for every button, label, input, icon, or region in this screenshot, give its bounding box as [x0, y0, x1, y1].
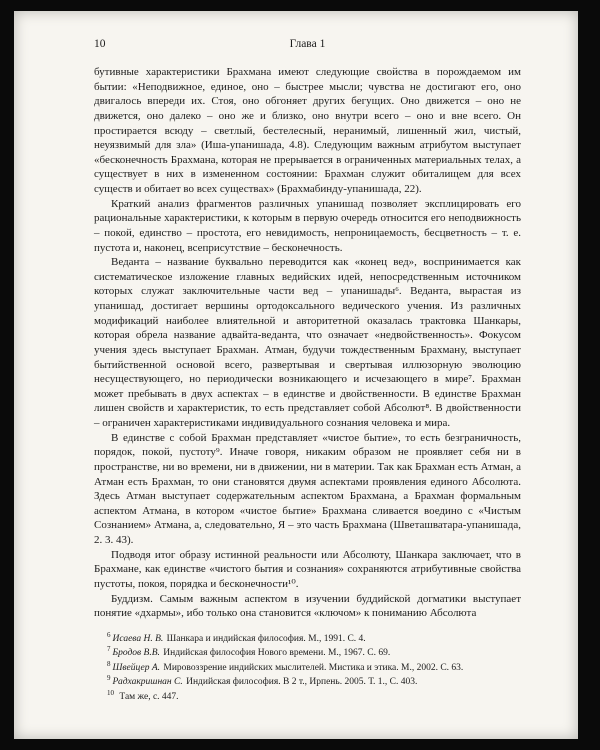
footnote-text: Мировоззрение индийских мыслителей. Мистика и этика. М., 2002. С. 63. [161, 662, 464, 673]
page-number: 10 [94, 38, 106, 50]
footnote-text: Шанкара и индийская философия. М., 1991. С. 4. [164, 633, 366, 644]
footnote [94, 674, 521, 689]
footnote-text: Индийская философия. В 2 т., Ирпень. 2005. Т. 1., С. 403. [183, 677, 418, 688]
footnote-author: Исаева Н. В. [112, 633, 164, 644]
footnote-marker: 7 [107, 645, 111, 654]
footnote [94, 689, 521, 704]
book-page [14, 11, 578, 739]
footnote [94, 631, 521, 646]
text-column [14, 11, 578, 703]
paragraph: В единстве с собой Брахман представляет «чистое бытие», то есть безграничность, порядок, покой, пустоту⁹. Иначе говоря, никаким образом не проявляет себя ни в пространстве, ни во времени, ни в движении, ни в материи. Так как Брахман есть Атман, а Атман есть Брахман, то они становятся двумя аспектами проявления единого Абсолюта. Здесь Атман выступает содержательным аспектом Брахмана, а Брахман формальным аспектом Атмана, в котором «чистое бытие» Брахмана сливается воедино с «Чистым Сознанием» Атмана, а, следовательно, Я – это часть Брахмана (Шветашватара-упанишада, 2. 3. 43). [94, 431, 521, 546]
page-header [94, 38, 521, 53]
footnote-author: Бродов В.В. [112, 648, 160, 659]
footnote [94, 645, 521, 660]
paragraph: Веданта – название буквально переводится как «конец вед», воспринимается как систематическое изложение главных ведийских идей, непосредственным источником которых служат заключительные части вед – упанишады⁶. Веданта, вырастая из упанишад, достигает вершины ортодоксального ведического учения. Из различных модификаций наиболее влиятельной и авторитетной оказалась трактовка Шанкары, которая обрела название адвайта-веданта, что означает «недвойственность». Фокусом учения здесь выступает Брахман. Атман, будучи тождественным Брахману, выступает бытийственной основой всего, развертывая и свертывая иллюзорную эволюцию несуществующего, но периодически возникающего и исчезающего в мире⁷. Брахман может пребывать в двух аспектах – в единстве и двойственности. В единстве Брахман лишен свойств и характеристик, то есть представляет собой Абсолют⁸. В двойственности – ограничен характеристиками индивидуального сознания человека и мира. [94, 256, 521, 429]
footnote [94, 660, 521, 675]
paragraph: Подводя итог образу истинной реальности или Абсолюту, Шанкара заключает, что в Брахмане, как единстве «чистого бытия и сознания» сохраняются атрибутивные свойства пустоты, покоя, порядка и бесконечности¹⁰. [94, 548, 521, 590]
footnotes-section [94, 631, 521, 704]
footnote-text: Индийская философия Нового времени. М., 1967. С. 69. [160, 648, 391, 659]
footnote-marker: 9 [107, 674, 111, 683]
paragraph: Краткий анализ фрагментов различных упанишад позволяет эксплицировать его рациональные характеристики, к которым в первую очередь относится его неподвижность – покой, единство – простота, его невидимость, непроницаемость, бесцветность – т. е. пустота и, наконец, всеприсутствие – бесконечность. [94, 197, 521, 254]
footnote-marker: 8 [107, 659, 111, 668]
footnote-text: Там же, с. 447. [117, 691, 179, 702]
footnote-marker: 6 [107, 630, 111, 639]
footnote-marker: 10 [107, 688, 114, 697]
footnote-author: Радхакришнан С. [112, 677, 183, 688]
body-text [94, 65, 521, 621]
chapter-title: Глава 1 [289, 38, 326, 50]
paragraph-continuation: бутивные характеристики Брахмана имеют следующие свойства в порождаемом им бытии: «Неподвижное, единое, оно – быстрее мысли; чувства не достигают его, оно двигалось впереди их. Стоя, оно обгоняет других бегущих. Оно движется – оно не движется, оно далеко – оно же и близко, оно внутри всего – оно и вне всего. Он простирается всюду – светлый, бестелесный, неранимый, лишенный жил, чистый, неуязвимый для зла» (Иша-упанишада, 4.8). Следующим важным атрибутом выступает «бесконечность Брахмана, которая не прерывается в ограниченных материальных телах, а существует в них в измененном состоянии: Брахман служит обиталищем для всех существ и обитает во всех существах» (Брахмабинду-упанишада, 22). [94, 66, 521, 195]
paragraph: Буддизм. Самым важным аспектом в изучении буддийской догматики выступает понятие «дхармы», ибо только она становится «ключом» к пониманию Абсолюта [94, 592, 521, 620]
footnote-author: Швейцер А. [112, 662, 161, 673]
